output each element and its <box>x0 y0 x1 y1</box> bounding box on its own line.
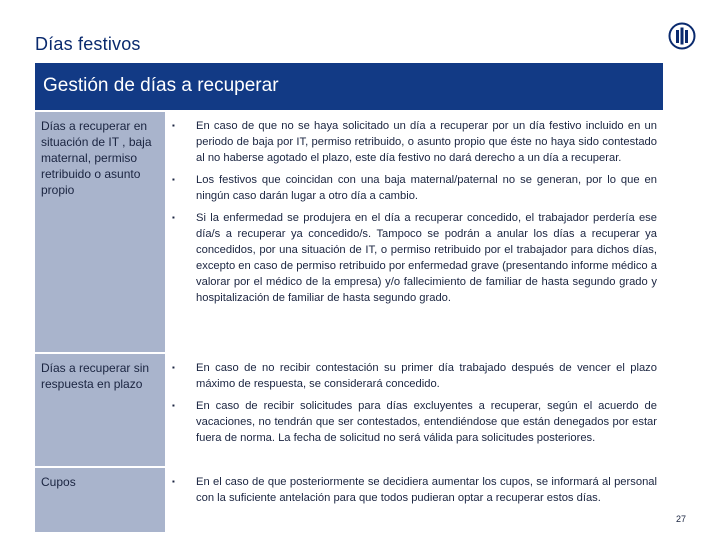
bullet-icon: ▪ <box>172 401 175 410</box>
bullet-text: En caso de recibir solicitudes para días excluyentes a recuperar, según el acuerdo de vacaciones, no tendrán que ser contestados, entendiéndose que están denegados por estar fuera de norma. La fecha de solicitud no será válida para solicitudes posteriores. <box>196 400 657 444</box>
allianz-logo-icon <box>668 22 696 50</box>
bullet-text: Si la enfermedad se produjera en el día a recuperar concedido, el trabajador perdería ese día/s a recuperar ya concedido/s. Tampoco se podrán a anular los días a recuperar ya concedidos, por una situación de IT, o permiso retribuido por el trabajador para dichos días, excepto en caso de permiso retribuido por enfermedad grave (presentando informe médico a valorar por el médico de la empresa) y/o fallecimiento de familiar de hasta segundo grado y hospitalización de familiar de hasta segundo grado. <box>196 212 657 304</box>
bullet-text: En el caso de que posteriormente se decidiera aumentar los cupos, se informará al personal con la suficiente antelación para que todos pudieran optar a recuperar estos días. <box>196 476 657 504</box>
page-number: 27 <box>676 514 687 524</box>
bullet-list <box>172 474 657 512</box>
section-banner <box>35 63 663 110</box>
bullet-icon: ▪ <box>172 175 175 184</box>
row-it-baja <box>35 112 663 352</box>
list-item <box>172 474 657 506</box>
row-label: Días a recuperar sin respuesta en plazo <box>35 354 165 466</box>
bullet-text: En caso de no recibir contestación su primer día trabajado después de vencer el plazo máximo de respuesta, se considerará concedido. <box>196 362 657 390</box>
section-title: Gestión de días a recuperar <box>43 75 279 96</box>
list-item <box>172 360 657 392</box>
bullet-text: En caso de que no se haya solicitado un día a recuperar por un día festivo incluido en un periodo de baja por IT, permiso retribuido, o asunto propio que éste no haya sido contestado al no haberse agotado el plazo, este día festivo no dará derecho a un día a recuperar. <box>196 120 657 164</box>
bullet-list <box>172 360 657 452</box>
row-cupos <box>35 468 663 532</box>
list-item <box>172 210 657 306</box>
bullet-icon: ▪ <box>172 477 175 486</box>
row-label: Días a recuperar en situación de IT , baja maternal, permiso retribuido o asunto propio <box>35 112 165 352</box>
page-title: Días festivos <box>35 34 141 54</box>
bullet-text: Los festivos que coincidan con una baja maternal/paternal no se generan, por lo que en ningún caso darán lugar a otro día a cambio. <box>196 174 657 202</box>
bullet-list <box>172 118 657 312</box>
row-label: Cupos <box>35 468 165 532</box>
bullet-icon: ▪ <box>172 121 175 130</box>
bullet-icon: ▪ <box>172 213 175 222</box>
list-item <box>172 118 657 166</box>
bullet-icon: ▪ <box>172 363 175 372</box>
list-item <box>172 172 657 204</box>
list-item <box>172 398 657 446</box>
row-sin-respuesta <box>35 354 663 466</box>
